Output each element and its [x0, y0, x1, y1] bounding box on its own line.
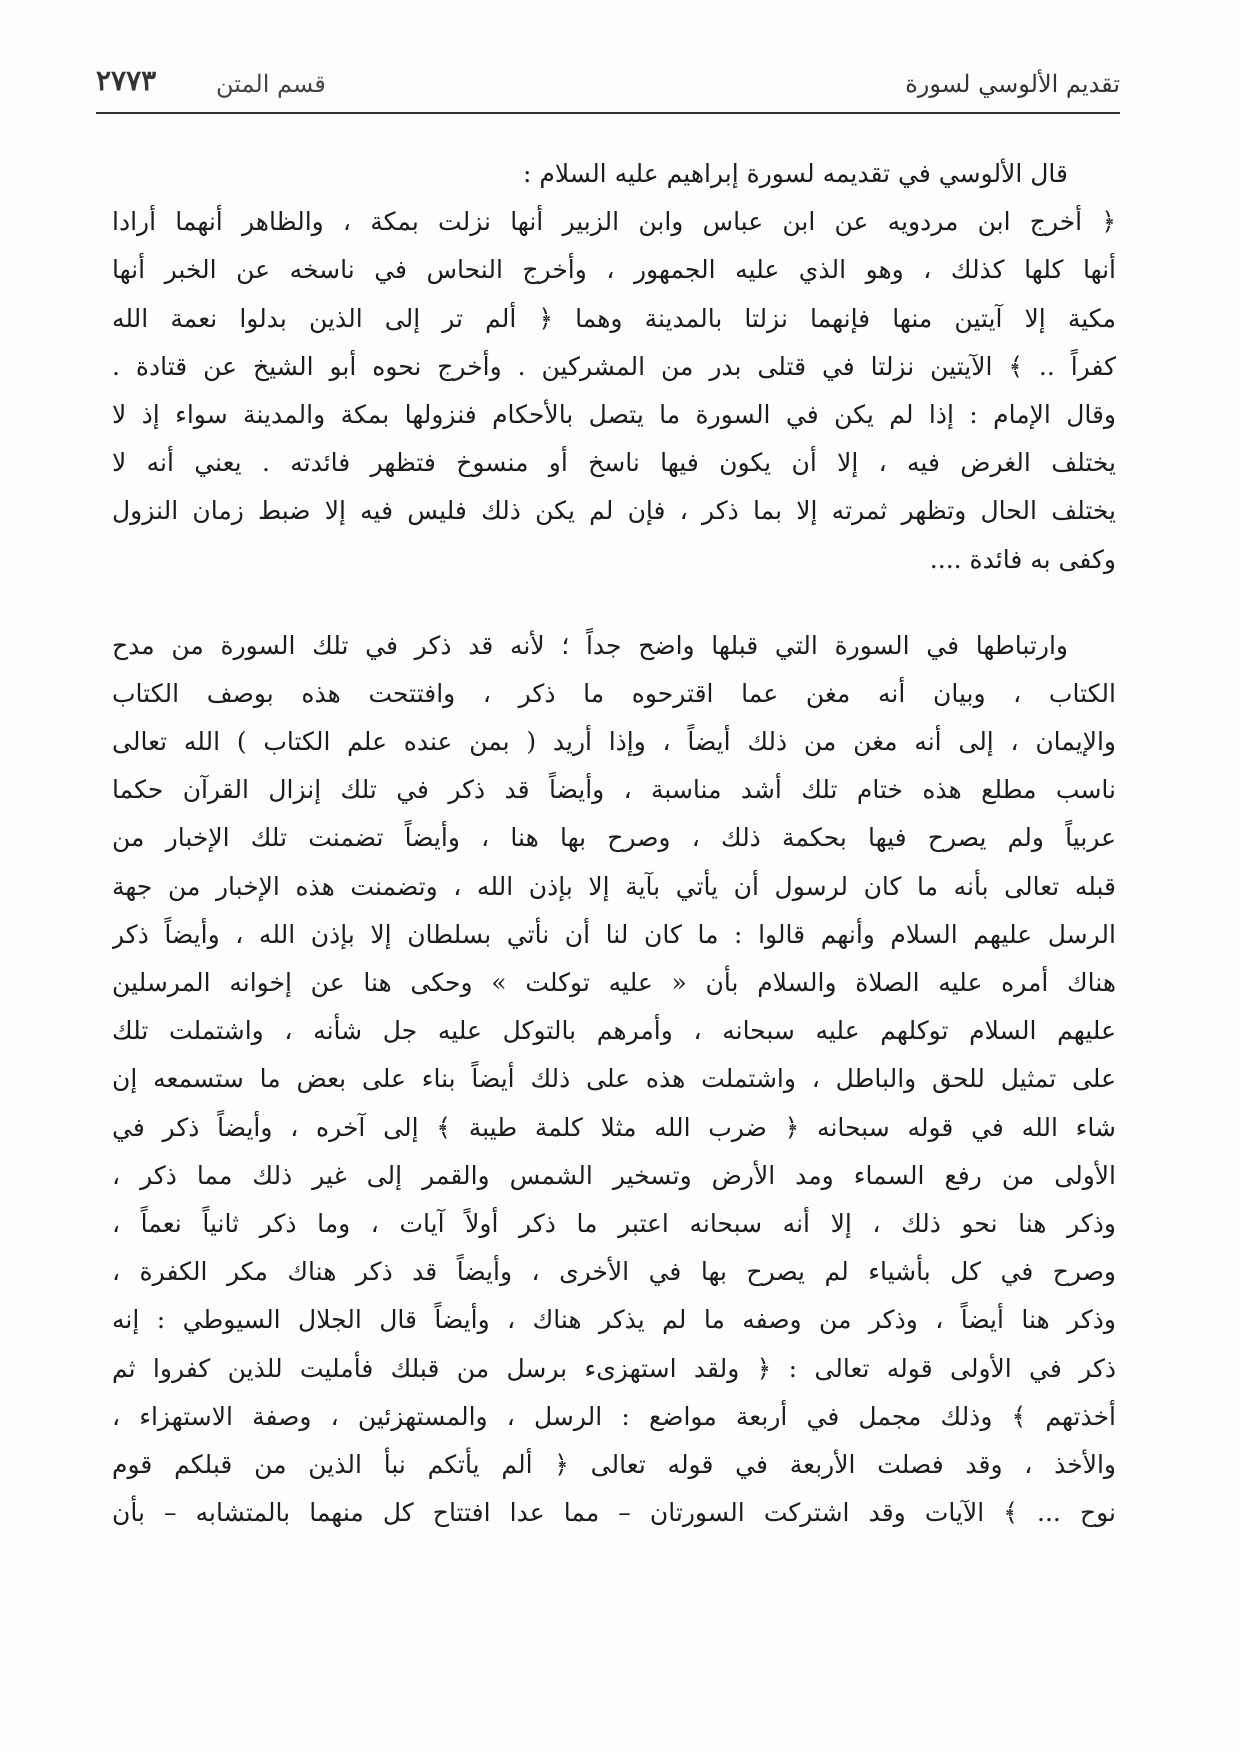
text-line: شاء الله في قوله سبحانه ﴿ ضرب الله مثلا كلمة طيبة ﴾ إلى آخره ، وأيضاً ذكر في — [112, 1112, 1116, 1142]
running-header — [96, 64, 1120, 104]
text-line: وذكر هنا نحو ذلك ، إلا أنه سبحانه اعتبر ما ذكر أولاً آيات ، وما ذكر ثانياً نعماً ، — [112, 1208, 1116, 1238]
text-line: أخذتهم ﴾ وذلك مجمل في أربعة مواضع : الرسل ، والمستهزئين ، وصفة الاستهزاء ، — [112, 1401, 1116, 1431]
text-line: ذكر في الأولى قوله تعالى : ﴿ ولقد استهزىء برسل من قبلك فأمليت للذين كفروا ثم — [112, 1353, 1116, 1383]
text-line: والأخذ ، وقد فصلت الأربعة في قوله تعالى ﴿ ألم يأتكم نبأ الذين من قبلكم قوم — [112, 1449, 1116, 1479]
header-divider — [96, 112, 1120, 114]
text-line: قال الألوسي في تقديمه لسورة إبراهيم عليه السلام : — [523, 159, 1068, 188]
text-line: وقال الإمام : إذا لم يكن في السورة ما يتصل بالأحكام فنزولها بمكة والمدينة سواء إذ لا — [112, 399, 1116, 429]
text-line: أنها كلها كذلك ، وهو الذي عليه الجمهور ، وأخرج النحاس في ناسخه عن الخبر أنها — [112, 255, 1116, 285]
text-line: قبله تعالى بأنه ما كان لرسول أن يأتي بآية إلا بإذن الله ، وتضمنت هذه الإخبار من جهة — [112, 871, 1116, 901]
text-line: الكتاب ، وبيان أنه مغن عما اقترحوه ما ذكر ، وافتتحت هذه بوصف الكتاب — [112, 678, 1116, 708]
text-line: وذكر هنا أيضاً ، وذكر من وصفه ما لم يذكر هناك ، وأيضاً قال الجلال السيوطي : إنه — [112, 1305, 1116, 1335]
text-line: الأولى من رفع السماء ومد الأرض وتسخير الشمس والقمر إلى غير ذلك مما ذكر ، — [112, 1160, 1116, 1190]
text-line: على تمثيل للحق والباطل ، واشتملت هذه على ذلك أيضاً بناء على بعض ما ستسمعه إن — [112, 1064, 1116, 1094]
text-line: وصرح في كل بأشياء لم يصرح بها في الأخرى ، وأيضاً قد ذكر هناك مكر الكفرة ، — [112, 1257, 1116, 1287]
text-line: عليهم السلام توكلهم عليه سبحانه ، وأمرهم بالتوكل عليه جل شأنه ، واشتملت تلك — [112, 1016, 1116, 1046]
header-section: قسم المتن — [216, 70, 326, 98]
text-line: يختلف الغرض فيه ، إلا أن يكون فيها ناسخ أو منسوخ فتظهر فائدته . يعني أنه لا — [112, 448, 1116, 478]
text-line: ﴿ أخرج ابن مردويه عن ابن عباس وابن الزبير أنها نزلت بمكة ، والظاهر أنهما أرادا — [112, 207, 1116, 237]
text-line: يختلف الحال وتظهر ثمرته إلا بما ذكر ، فإن لم يكن ذلك فليس فيه إلا ضبط زمان النزول — [112, 496, 1116, 526]
text-line: وارتباطها في السورة التي قبلها واضح جداً ؛ لأنه قد ذكر في تلك السورة من مدح — [112, 630, 1068, 660]
page-number: ٢٧٧٣ — [96, 64, 157, 97]
text-line: مكية إلا آيتين منها فإنهما نزلتا بالمدينة وهما ﴿ ألم تر إلى الذين بدلوا نعمة الله — [112, 303, 1116, 333]
text-line: نوح ... ﴾ الآيات وقد اشتركت السورتان – مما عدا افتتاح كل منهما بالمتشابه – بأن — [112, 1498, 1116, 1528]
text-line: والإيمان ، إلى أنه مغن من ذلك أيضاً ، وإذا أريد ( بمن عنده علم الكتاب ) الله تعالى — [112, 727, 1116, 757]
paragraph-gap — [112, 584, 1116, 622]
text-line: هناك أمره عليه الصلاة والسلام بأن « عليه توكلت » وحكى هنا عن إخوانه المرسلين — [112, 968, 1116, 997]
text-line: وكفى به فائدة .... — [929, 544, 1116, 574]
text-line: ناسب مطلع هذه ختام تلك أشد مناسبة ، وأيضاً قد ذكر في تلك إنزال القرآن حكما — [112, 775, 1116, 805]
paragraph-1 — [112, 150, 1116, 584]
header-title: تقديم الألوسي لسورة — [905, 70, 1120, 98]
paragraph-2 — [112, 622, 1116, 1538]
text-line: الرسل عليهم السلام وأنهم قالوا : ما كان لنا أن نأتي بسلطان إلا بإذن الله ، وأيضاً ذكر — [112, 919, 1116, 949]
text-line: عربياً ولم يصرح فيها بحكمة ذلك ، وصرح بها هنا ، وأيضاً تضمنت تلك الإخبار من — [112, 823, 1116, 853]
page-body — [112, 150, 1116, 1682]
text-line: كفراً .. ﴾ الآيتين نزلتا في قتلى بدر من المشركين . وأخرج نحوه أبو الشيخ عن قتادة . — [112, 351, 1116, 381]
